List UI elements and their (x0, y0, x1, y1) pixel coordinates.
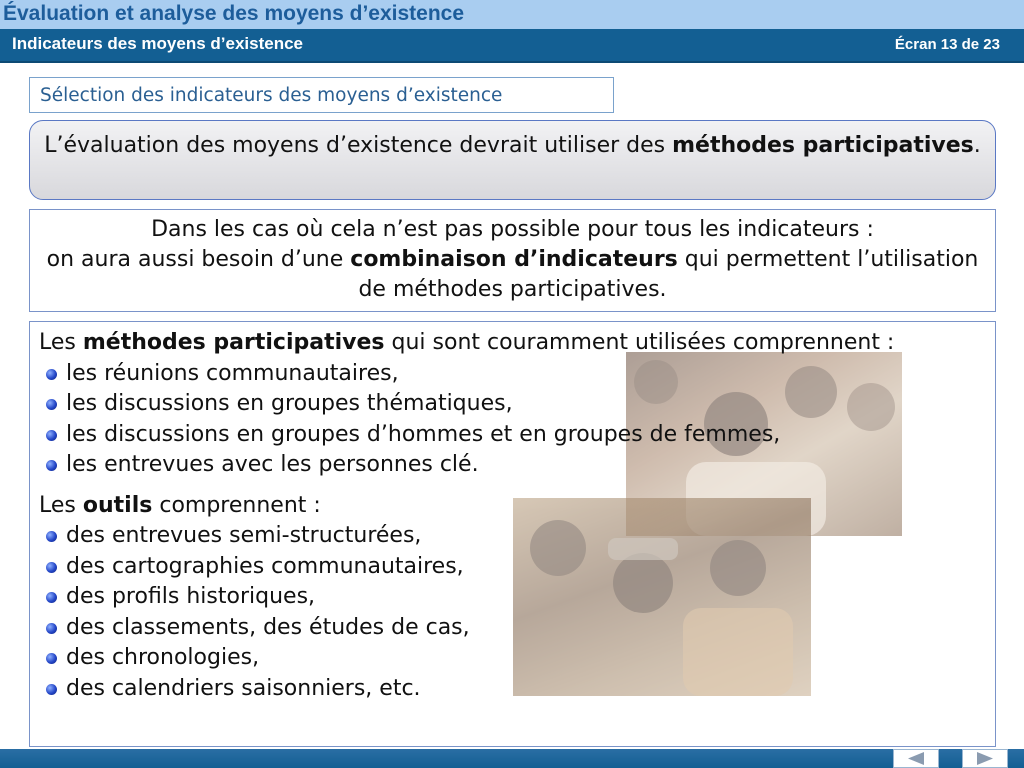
triangle-left-icon (906, 752, 926, 765)
tools-list (39, 521, 939, 704)
screen-counter: Écran 13 de 23 (894, 36, 1000, 53)
list-item: les discussions en groupes d’hommes et en groupes de femmes, (39, 420, 939, 451)
list-item: des profils historiques, (39, 582, 939, 613)
footer-bar (0, 749, 1024, 768)
tools-intro-bold: outils (82, 492, 153, 518)
condition-line2-bold: combinaison d’indicateurs (350, 247, 678, 272)
methods-intro (39, 328, 939, 359)
module-header-bar (0, 29, 1024, 63)
key-message-text: L’évaluation des moyens d’existence devrait utiliser des (44, 133, 673, 158)
list-item: des entrevues semi-structurées, (39, 521, 939, 552)
blue-dot-bullet-icon (46, 684, 57, 695)
condition-line1: Dans les cas où cela n’est pas possible pour tous les indicateurs : (151, 217, 874, 242)
tools-intro-end: comprennent : (152, 492, 321, 518)
section-title: Sélection des indicateurs des moyens d’existence (29, 77, 614, 113)
course-header-bar (0, 0, 1024, 29)
key-message-bold: méthodes participatives (672, 133, 974, 158)
list-item: les discussions en groupes thématiques, (39, 389, 939, 420)
blue-dot-bullet-icon (46, 623, 57, 634)
methods-intro-start: Les (39, 330, 83, 355)
list-item: les entrevues avec les personnes clé. (39, 450, 939, 481)
methods-panel (29, 321, 996, 747)
methods-intro-bold: méthodes participatives (82, 330, 385, 355)
methods-text (39, 328, 939, 704)
blue-dot-bullet-icon (46, 653, 57, 664)
key-message-box (29, 120, 996, 200)
blue-dot-bullet-icon (46, 460, 57, 471)
course-title: Évaluation et analyse des moyens d’existence (3, 2, 465, 25)
blue-dot-bullet-icon (46, 531, 57, 542)
tools-intro (39, 491, 939, 522)
condition-line2-end: qui permettent l’utilisation de méthodes participatives. (358, 247, 979, 302)
methods-intro-end: qui sont couramment utilisées comprennent : (384, 330, 895, 355)
triangle-right-icon (975, 752, 995, 765)
list-item: des chronologies, (39, 643, 939, 674)
tools-intro-start: Les (39, 492, 83, 518)
blue-dot-bullet-icon (46, 592, 57, 603)
blue-dot-bullet-icon (46, 562, 57, 573)
list-item: les réunions communautaires, (39, 359, 939, 390)
list-item: des calendriers saisonniers, etc. (39, 674, 939, 705)
module-title: Indicateurs des moyens d’existence (12, 34, 304, 53)
condition-box (29, 209, 996, 312)
blue-dot-bullet-icon (46, 399, 57, 410)
blue-dot-bullet-icon (46, 369, 57, 380)
condition-line2-start: on aura aussi besoin d’une (46, 247, 351, 272)
methods-list (39, 359, 939, 481)
key-message-end: . (973, 133, 981, 158)
list-item: des classements, des études de cas, (39, 613, 939, 644)
previous-screen-button[interactable] (893, 749, 939, 768)
blue-dot-bullet-icon (46, 430, 57, 441)
next-screen-button[interactable] (962, 749, 1008, 768)
list-item: des cartographies communautaires, (39, 552, 939, 583)
